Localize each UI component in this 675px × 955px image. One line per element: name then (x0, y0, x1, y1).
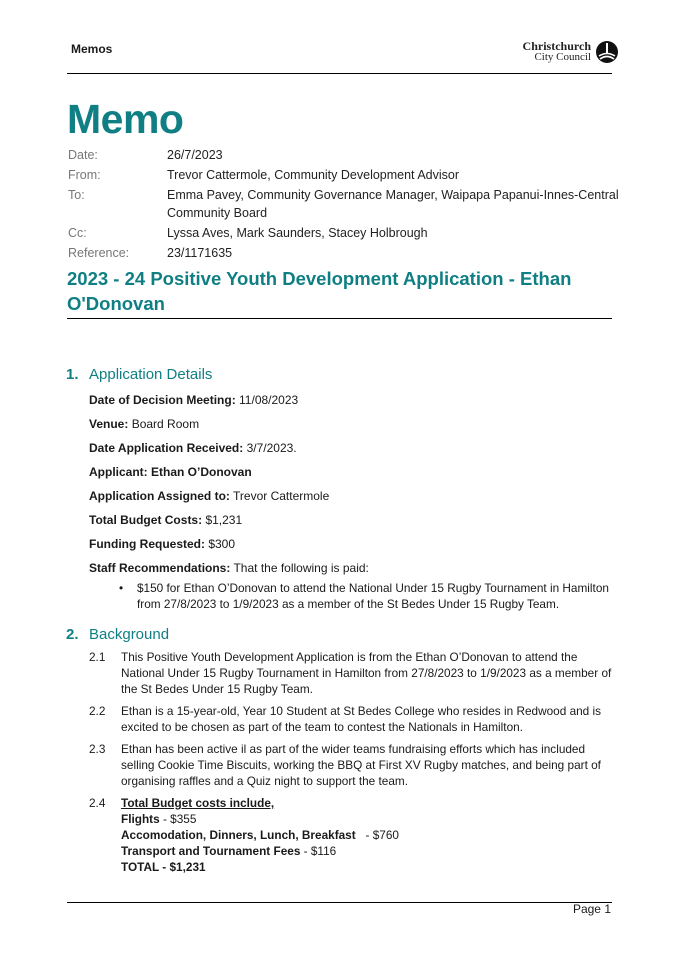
detail-value: That the following is paid: (230, 561, 369, 575)
header-divider (67, 73, 612, 74)
bullet-icon: • (119, 581, 124, 595)
detail-assigned-to (89, 488, 619, 504)
meta-row-date (68, 146, 628, 164)
budget-line-transport (121, 843, 619, 859)
meta-label: To: (68, 188, 85, 202)
budget-line-accommodation (121, 827, 619, 843)
detail-label: Venue: (89, 417, 129, 431)
section-heading-background (66, 626, 169, 643)
budget-value: - $116 (300, 844, 337, 858)
subject-divider (67, 318, 612, 319)
memo-meta (68, 146, 628, 264)
recommendation-bullet (119, 580, 619, 612)
meta-row-cc (68, 224, 628, 242)
detail-label: Funding Requested: (89, 537, 205, 551)
detail-value: 11/08/2023 (235, 393, 299, 407)
budget-value: - $760 (355, 828, 399, 842)
detail-value: $1,231 (202, 513, 243, 527)
section-title: Background (89, 626, 170, 643)
item-text: Ethan has been active il as part of the wider teams fundraising efforts which has included selling Cookie Time Biscuits, working the BBQ at First XV Rugby matches, and being part of organising raffles and a Quiz night to support the team. (121, 742, 601, 788)
list-item (89, 649, 619, 697)
memo-subject: 2023 - 24 Positive Youth Development Application - Ethan O'Donovan (67, 268, 572, 314)
section-title: Application Details (89, 366, 213, 383)
detail-value: 3/7/2023. (243, 441, 297, 455)
item-text: Ethan is a 15-year-old, Year 10 Student at St Bedes College who resides in Redwood and is excited to be chosen as part of the team to contest the Nationals in Hamilton. (121, 704, 602, 734)
budget-heading: Total Budget costs include, (121, 796, 275, 810)
application-details (89, 392, 619, 612)
budget-value: - $1,231 (159, 860, 206, 874)
detail-date-received (89, 440, 619, 456)
list-item (89, 703, 619, 735)
detail-label: Application Assigned to: (89, 489, 230, 503)
item-number: 2.3 (89, 742, 106, 756)
item-number: 2.1 (89, 650, 106, 664)
budget-label: Accomodation, Dinners, Lunch, Breakfast (121, 828, 356, 842)
detail-staff-recommendations (89, 560, 619, 576)
detail-label: Total Budget Costs: (89, 513, 203, 527)
budget-item (89, 795, 619, 875)
cathedral-logo-icon (595, 40, 619, 64)
detail-value: Trevor Cattermole (229, 489, 330, 503)
meta-value: Trevor Cattermole, Community Development Advisor (167, 168, 459, 182)
list-item (89, 741, 619, 789)
item-text: This Positive Youth Development Application is from the Ethan O’Donovan to attend the National Under 15 Rugby Tournament in Hamilton from 27/8/2023 to 1/9/2023 as a member of the St Bedes Under 15 Rugby Team. (121, 650, 612, 696)
logo-line2: City Council (534, 51, 591, 63)
meta-value: Emma Pavey, Community Governance Manager, Waipapa Papanui-Innes-Central Community Board (167, 188, 619, 220)
item-number: 2.4 (89, 796, 106, 810)
meta-value: Lyssa Aves, Mark Saunders, Stacey Holbrough (167, 226, 428, 240)
detail-label: Applicant: Ethan O’Donovan (89, 465, 252, 479)
section-heading-application-details (66, 366, 212, 383)
meta-row-to (68, 186, 628, 222)
meta-row-reference (68, 244, 628, 262)
meta-row-from (68, 166, 628, 184)
memo-title: Memo (67, 96, 184, 142)
budget-line-flights (121, 811, 619, 827)
page-number: Page 1 (572, 902, 611, 916)
meta-label: Cc: (68, 226, 87, 240)
detail-funding-requested (89, 536, 619, 552)
item-number: 2.2 (89, 704, 106, 718)
detail-label: Date Application Received: (89, 441, 244, 455)
detail-venue (89, 416, 619, 432)
budget-label: Flights (121, 812, 160, 826)
detail-label: Staff Recommendations: (89, 561, 231, 575)
section-number: 1. (66, 366, 79, 383)
detail-total-budget (89, 512, 619, 528)
detail-decision-meeting (89, 392, 619, 408)
council-logo (523, 40, 619, 64)
section-number: 2. (66, 626, 79, 643)
bullet-text: $150 for Ethan O’Donovan to attend the National Under 15 Rugby Tournament in Hamilton from 27/8/2023 to 1/9/2023 as a member of the St Bedes Under 15 Rugby Team. (137, 581, 609, 611)
meta-label: From: (68, 168, 101, 182)
meta-value: 26/7/2023 (167, 148, 223, 162)
budget-label: Transport and Tournament Fees (121, 844, 301, 858)
background-list (89, 649, 619, 881)
meta-label: Date: (68, 148, 98, 162)
meta-value: 23/1171635 (167, 246, 233, 260)
footer-divider (67, 902, 612, 903)
budget-line-total (121, 859, 619, 875)
logo-line1: Christchurch (522, 39, 591, 53)
detail-value: Board Room (128, 417, 200, 431)
budget-value: - $355 (159, 812, 197, 826)
header-label: Memos (71, 42, 113, 56)
detail-label: Date of Decision Meeting: (89, 393, 236, 407)
detail-value: $300 (205, 537, 236, 551)
meta-label: Reference: (68, 246, 130, 260)
budget-label: TOTAL (121, 860, 160, 874)
detail-applicant (89, 464, 619, 480)
